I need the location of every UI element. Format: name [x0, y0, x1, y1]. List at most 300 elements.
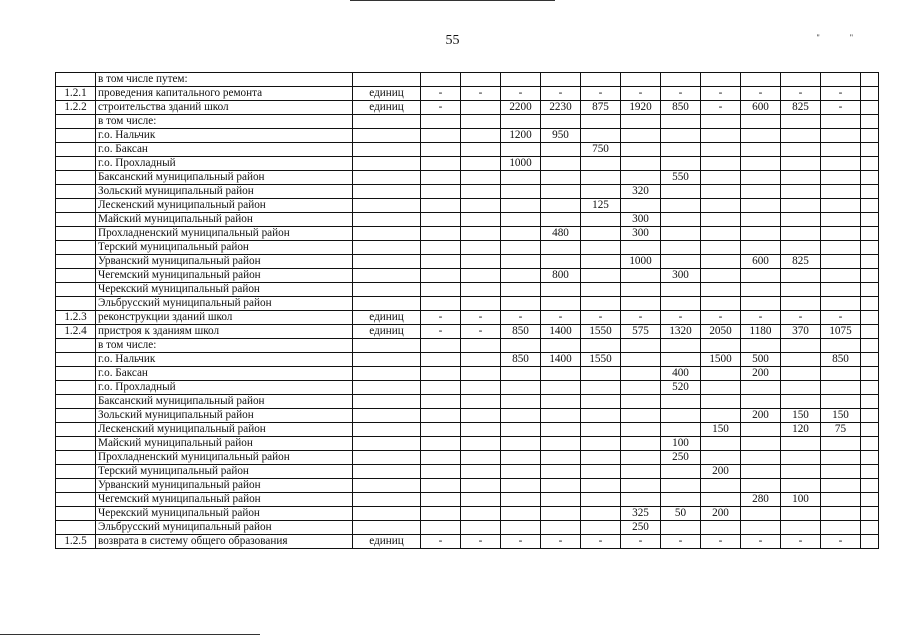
value-cell — [741, 437, 781, 451]
row-number-cell — [56, 199, 96, 213]
value-cell — [861, 87, 879, 101]
value-cell — [741, 479, 781, 493]
table-row — [56, 465, 879, 479]
table-row — [56, 353, 879, 367]
value-cell — [781, 157, 821, 171]
value-cell — [741, 283, 781, 297]
value-cell — [541, 465, 581, 479]
value-cell — [701, 227, 741, 241]
value-cell: - — [421, 535, 461, 549]
row-name-cell: реконструкции зданий школ — [96, 311, 353, 325]
row-number-cell — [56, 115, 96, 129]
value-cell — [821, 367, 861, 381]
value-cell: 2050 — [701, 325, 741, 339]
value-cell — [581, 241, 621, 255]
value-cell — [421, 297, 461, 311]
value-cell — [461, 269, 501, 283]
row-name-cell: Прохладненский муниципальный район — [96, 227, 353, 241]
value-cell — [541, 367, 581, 381]
row-unit-cell — [353, 213, 421, 227]
value-cell — [861, 157, 879, 171]
value-cell — [501, 171, 541, 185]
row-name-cell: в том числе: — [96, 339, 353, 353]
row-unit-cell — [353, 479, 421, 493]
value-cell — [861, 73, 879, 87]
value-cell — [461, 437, 501, 451]
table-row — [56, 479, 879, 493]
row-name-cell: проведения капитального ремонта — [96, 87, 353, 101]
value-cell: 850 — [501, 325, 541, 339]
value-cell — [581, 283, 621, 297]
row-number-cell: 1.2.2 — [56, 101, 96, 115]
value-cell — [781, 437, 821, 451]
value-cell: - — [741, 535, 781, 549]
value-cell: - — [821, 535, 861, 549]
row-unit-cell — [353, 269, 421, 283]
value-cell: 200 — [741, 409, 781, 423]
value-cell — [541, 339, 581, 353]
value-cell — [861, 353, 879, 367]
value-cell — [581, 423, 621, 437]
row-number-cell: 1.2.3 — [56, 311, 96, 325]
value-cell — [501, 115, 541, 129]
value-cell — [581, 115, 621, 129]
value-cell — [501, 381, 541, 395]
value-cell: 850 — [821, 353, 861, 367]
row-name-cell: Черекский муниципальный район — [96, 283, 353, 297]
value-cell — [621, 381, 661, 395]
value-cell — [421, 129, 461, 143]
value-cell — [581, 297, 621, 311]
value-cell: 320 — [621, 185, 661, 199]
value-cell — [621, 171, 661, 185]
table-row — [56, 115, 879, 129]
value-cell — [501, 185, 541, 199]
value-cell — [581, 493, 621, 507]
value-cell: 100 — [661, 437, 701, 451]
value-cell — [821, 437, 861, 451]
value-cell — [781, 339, 821, 353]
row-name-cell: Прохладненский муниципальный район — [96, 451, 353, 465]
value-cell — [501, 269, 541, 283]
value-cell — [541, 171, 581, 185]
value-cell — [621, 395, 661, 409]
table-row — [56, 535, 879, 549]
row-unit-cell — [353, 465, 421, 479]
value-cell — [861, 479, 879, 493]
value-cell — [781, 381, 821, 395]
value-cell — [781, 171, 821, 185]
value-cell — [581, 339, 621, 353]
value-cell — [621, 493, 661, 507]
value-cell — [621, 241, 661, 255]
value-cell: 520 — [661, 381, 701, 395]
value-cell — [501, 479, 541, 493]
value-cell — [861, 339, 879, 353]
value-cell: 1400 — [541, 325, 581, 339]
value-cell — [781, 199, 821, 213]
value-cell — [821, 507, 861, 521]
row-unit-cell: единиц — [353, 535, 421, 549]
value-cell — [741, 143, 781, 157]
value-cell: - — [701, 311, 741, 325]
row-number-cell: 1.2.4 — [56, 325, 96, 339]
value-cell — [421, 423, 461, 437]
row-number-cell — [56, 269, 96, 283]
row-unit-cell — [353, 241, 421, 255]
row-number-cell — [56, 409, 96, 423]
row-unit-cell — [353, 521, 421, 535]
value-cell: 825 — [781, 255, 821, 269]
value-cell — [821, 157, 861, 171]
row-unit-cell — [353, 129, 421, 143]
value-cell — [421, 395, 461, 409]
value-cell — [621, 297, 661, 311]
row-number-cell — [56, 241, 96, 255]
value-cell — [501, 493, 541, 507]
value-cell — [661, 129, 701, 143]
value-cell — [621, 115, 661, 129]
value-cell — [461, 367, 501, 381]
value-cell: - — [421, 87, 461, 101]
value-cell: - — [421, 325, 461, 339]
value-cell: - — [621, 311, 661, 325]
row-unit-cell: единиц — [353, 87, 421, 101]
value-cell: 600 — [741, 101, 781, 115]
value-cell — [421, 241, 461, 255]
value-cell — [581, 395, 621, 409]
value-cell: - — [581, 535, 621, 549]
value-cell — [861, 241, 879, 255]
value-cell — [861, 255, 879, 269]
row-unit-cell — [353, 353, 421, 367]
row-unit-cell — [353, 283, 421, 297]
value-cell — [621, 283, 661, 297]
value-cell: 125 — [581, 199, 621, 213]
value-cell — [741, 395, 781, 409]
value-cell — [581, 185, 621, 199]
value-cell — [421, 185, 461, 199]
value-cell — [621, 465, 661, 479]
value-cell — [781, 73, 821, 87]
value-cell: - — [661, 311, 701, 325]
value-cell: - — [661, 535, 701, 549]
value-cell: - — [501, 311, 541, 325]
row-number-cell — [56, 339, 96, 353]
value-cell — [581, 129, 621, 143]
value-cell — [861, 325, 879, 339]
value-cell — [581, 157, 621, 171]
value-cell — [461, 479, 501, 493]
value-cell — [461, 213, 501, 227]
value-cell: 250 — [661, 451, 701, 465]
value-cell — [821, 73, 861, 87]
value-cell: - — [701, 535, 741, 549]
row-unit-cell — [353, 381, 421, 395]
value-cell: 280 — [741, 493, 781, 507]
table-row — [56, 423, 879, 437]
value-cell — [861, 507, 879, 521]
value-cell — [821, 297, 861, 311]
value-cell — [621, 269, 661, 283]
value-cell — [461, 227, 501, 241]
value-cell — [581, 521, 621, 535]
row-name-cell: Эльбрусский муниципальный район — [96, 297, 353, 311]
value-cell — [821, 255, 861, 269]
value-cell — [781, 451, 821, 465]
value-cell — [701, 479, 741, 493]
value-cell — [461, 465, 501, 479]
value-cell — [741, 241, 781, 255]
row-name-cell: в том числе путем: — [96, 73, 353, 87]
row-name-cell: Зольский муниципальный район — [96, 409, 353, 423]
row-unit-cell — [353, 409, 421, 423]
row-number-cell — [56, 367, 96, 381]
value-cell — [501, 451, 541, 465]
value-cell — [461, 255, 501, 269]
value-cell — [701, 381, 741, 395]
value-cell — [461, 171, 501, 185]
value-cell — [461, 185, 501, 199]
value-cell: 1400 — [541, 353, 581, 367]
row-number-cell — [56, 143, 96, 157]
row-name-cell: Майский муниципальный район — [96, 213, 353, 227]
value-cell: 1500 — [701, 353, 741, 367]
row-number-cell — [56, 381, 96, 395]
value-cell — [821, 493, 861, 507]
value-cell — [501, 521, 541, 535]
value-cell — [461, 353, 501, 367]
value-cell — [861, 465, 879, 479]
row-name-cell: г.о. Нальчик — [96, 129, 353, 143]
value-cell: 1180 — [741, 325, 781, 339]
value-cell — [661, 199, 701, 213]
value-cell: 300 — [621, 213, 661, 227]
table-row — [56, 227, 879, 241]
value-cell: - — [701, 87, 741, 101]
value-cell — [741, 129, 781, 143]
row-unit-cell — [353, 73, 421, 87]
value-cell — [421, 507, 461, 521]
value-cell — [421, 437, 461, 451]
value-cell — [581, 507, 621, 521]
row-number-cell — [56, 185, 96, 199]
value-cell — [781, 507, 821, 521]
value-cell — [821, 199, 861, 213]
value-cell — [781, 367, 821, 381]
table-row — [56, 507, 879, 521]
row-name-cell: г.о. Прохладный — [96, 157, 353, 171]
table-row — [56, 241, 879, 255]
value-cell — [861, 395, 879, 409]
row-number-cell — [56, 493, 96, 507]
table-row — [56, 255, 879, 269]
value-cell — [421, 269, 461, 283]
value-cell: 1550 — [581, 325, 621, 339]
value-cell: - — [701, 101, 741, 115]
value-cell — [501, 241, 541, 255]
value-cell — [461, 507, 501, 521]
value-cell — [661, 227, 701, 241]
value-cell — [501, 297, 541, 311]
value-cell — [821, 129, 861, 143]
row-number-cell — [56, 353, 96, 367]
statistics-table — [55, 72, 879, 549]
value-cell — [741, 157, 781, 171]
value-cell — [701, 493, 741, 507]
value-cell — [741, 297, 781, 311]
value-cell — [501, 283, 541, 297]
value-cell — [461, 143, 501, 157]
value-cell — [821, 269, 861, 283]
row-name-cell: Баксанский муниципальный район — [96, 395, 353, 409]
value-cell — [501, 395, 541, 409]
value-cell — [741, 185, 781, 199]
table-row — [56, 395, 879, 409]
row-name-cell: г.о. Нальчик — [96, 353, 353, 367]
value-cell — [581, 465, 621, 479]
value-cell — [661, 73, 701, 87]
value-cell: 1200 — [501, 129, 541, 143]
value-cell — [421, 381, 461, 395]
value-cell — [821, 465, 861, 479]
value-cell — [701, 213, 741, 227]
table-row — [56, 367, 879, 381]
value-cell — [861, 423, 879, 437]
table-row — [56, 325, 879, 339]
value-cell — [661, 395, 701, 409]
row-number-cell — [56, 423, 96, 437]
value-cell — [541, 507, 581, 521]
table-row — [56, 381, 879, 395]
value-cell — [421, 283, 461, 297]
table-row — [56, 185, 879, 199]
value-cell — [621, 451, 661, 465]
value-cell: - — [621, 87, 661, 101]
value-cell — [501, 507, 541, 521]
value-cell — [461, 409, 501, 423]
row-unit-cell — [353, 227, 421, 241]
value-cell — [861, 115, 879, 129]
value-cell: 150 — [701, 423, 741, 437]
row-unit-cell — [353, 451, 421, 465]
value-cell — [421, 115, 461, 129]
row-number-cell — [56, 73, 96, 87]
value-cell — [421, 493, 461, 507]
value-cell — [741, 213, 781, 227]
value-cell — [461, 339, 501, 353]
value-cell — [501, 255, 541, 269]
value-cell: - — [781, 535, 821, 549]
row-unit-cell — [353, 143, 421, 157]
value-cell — [581, 73, 621, 87]
value-cell: 2200 — [501, 101, 541, 115]
value-cell — [781, 227, 821, 241]
value-cell: - — [461, 311, 501, 325]
value-cell — [661, 283, 701, 297]
value-cell: - — [581, 311, 621, 325]
value-cell — [461, 381, 501, 395]
value-cell: - — [421, 311, 461, 325]
row-name-cell: Черекский муниципальный район — [96, 507, 353, 521]
value-cell — [861, 143, 879, 157]
row-unit-cell — [353, 185, 421, 199]
value-cell — [861, 199, 879, 213]
value-cell — [661, 115, 701, 129]
value-cell: 1000 — [621, 255, 661, 269]
value-cell — [781, 143, 821, 157]
value-cell — [501, 409, 541, 423]
row-name-cell: Лескенский муниципальный район — [96, 199, 353, 213]
value-cell: 50 — [661, 507, 701, 521]
value-cell: - — [741, 87, 781, 101]
row-number-cell — [56, 157, 96, 171]
value-cell — [461, 521, 501, 535]
value-cell — [861, 535, 879, 549]
value-cell: 250 — [621, 521, 661, 535]
value-cell — [861, 381, 879, 395]
value-cell: 1000 — [501, 157, 541, 171]
value-cell — [621, 353, 661, 367]
table-row — [56, 339, 879, 353]
row-number-cell — [56, 227, 96, 241]
value-cell — [701, 297, 741, 311]
value-cell — [701, 437, 741, 451]
value-cell — [701, 185, 741, 199]
value-cell — [821, 479, 861, 493]
value-cell — [781, 213, 821, 227]
value-cell: - — [781, 87, 821, 101]
value-cell: - — [541, 535, 581, 549]
value-cell: - — [541, 87, 581, 101]
row-number-cell — [56, 507, 96, 521]
value-cell — [821, 451, 861, 465]
value-cell — [781, 297, 821, 311]
value-cell — [741, 521, 781, 535]
value-cell: 300 — [621, 227, 661, 241]
value-cell: 300 — [661, 269, 701, 283]
value-cell: 1320 — [661, 325, 701, 339]
value-cell — [461, 395, 501, 409]
value-cell — [621, 339, 661, 353]
value-cell — [861, 493, 879, 507]
value-cell — [821, 381, 861, 395]
value-cell — [541, 451, 581, 465]
value-cell: 825 — [781, 101, 821, 115]
row-name-cell: Лескенский муниципальный район — [96, 423, 353, 437]
row-number-cell: 1.2.5 — [56, 535, 96, 549]
value-cell: 200 — [701, 507, 741, 521]
value-cell — [661, 255, 701, 269]
table-row — [56, 311, 879, 325]
row-number-cell — [56, 213, 96, 227]
value-cell — [541, 241, 581, 255]
value-cell — [781, 129, 821, 143]
value-cell: - — [821, 101, 861, 115]
value-cell — [501, 423, 541, 437]
value-cell — [781, 353, 821, 367]
value-cell — [821, 283, 861, 297]
value-cell — [621, 409, 661, 423]
row-unit-cell — [353, 437, 421, 451]
value-cell — [581, 213, 621, 227]
table-body — [56, 73, 879, 549]
value-cell — [541, 395, 581, 409]
value-cell — [861, 283, 879, 297]
value-cell — [581, 269, 621, 283]
value-cell — [661, 353, 701, 367]
value-cell — [581, 479, 621, 493]
